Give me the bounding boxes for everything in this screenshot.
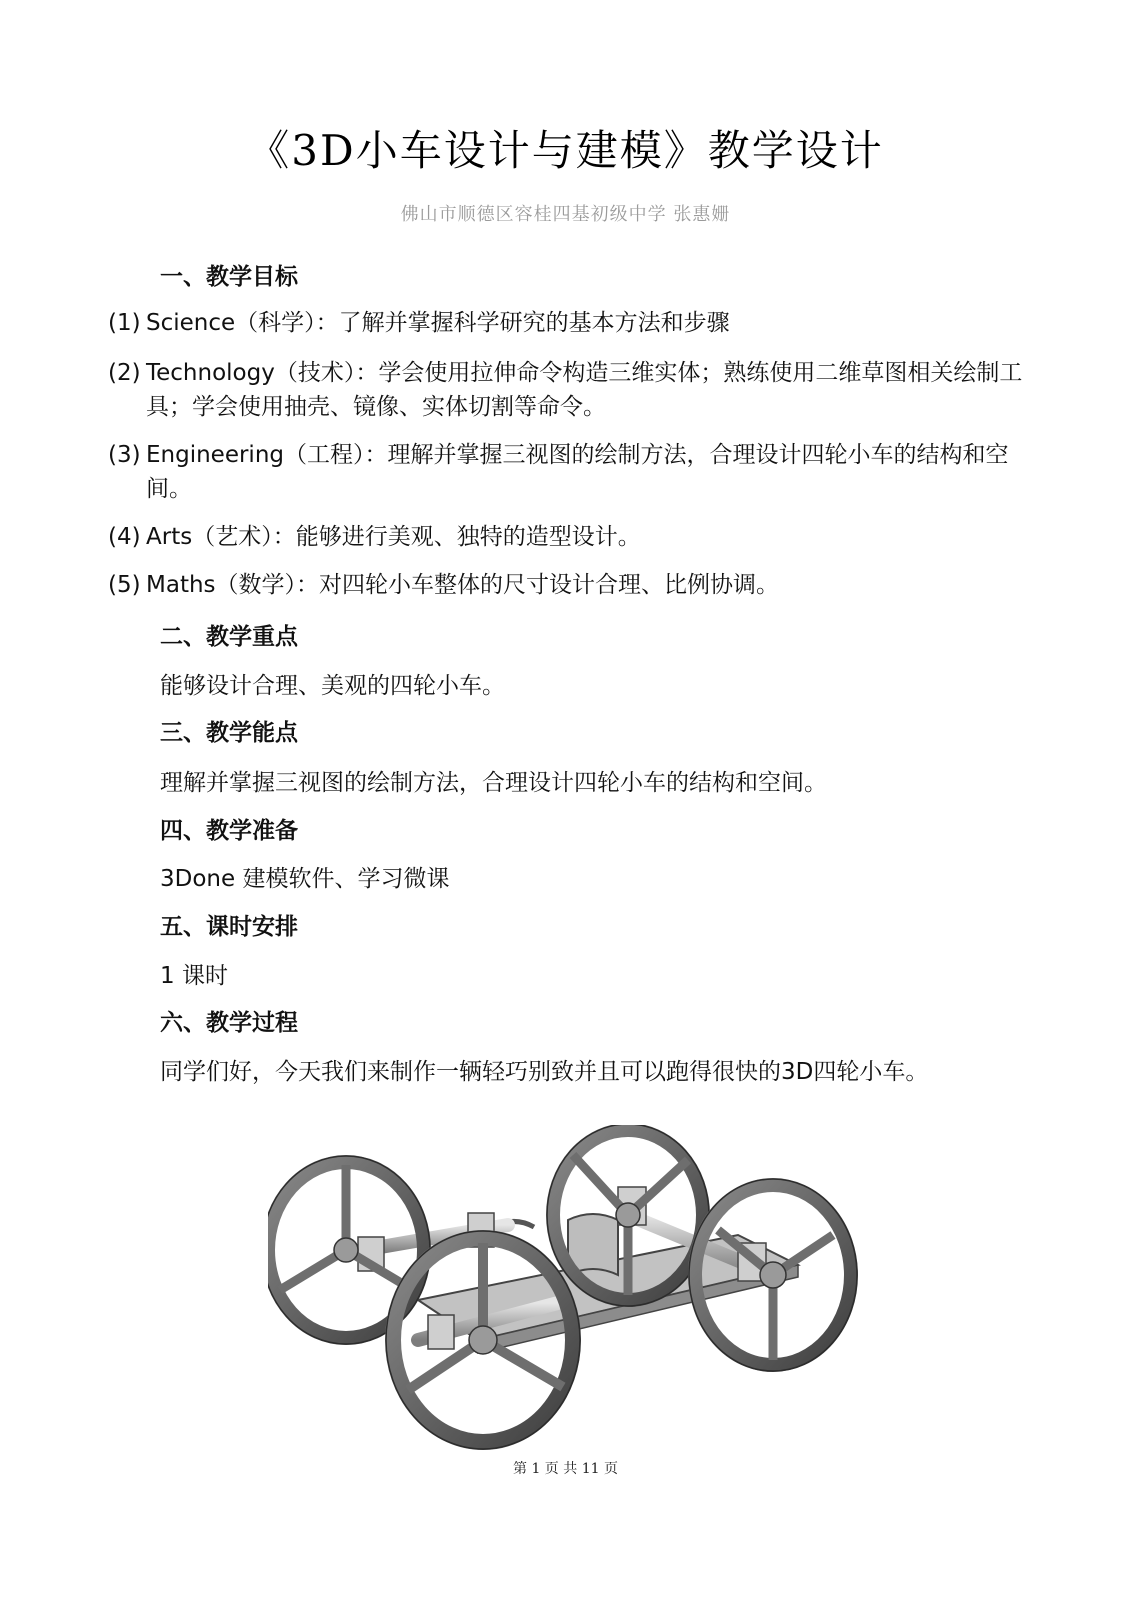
document-title: 《3D小车设计与建模》教学设计: [247, 126, 884, 175]
section-heading-goals: 一、教学目标: [160, 264, 298, 290]
page-footer: 第 1 页 共 11 页: [513, 1461, 618, 1477]
wheel: [547, 1125, 709, 1306]
section-text-ability: 理解并掌握三视图的绘制方法，合理设计四轮小车的结构和空间。: [160, 770, 827, 796]
section-heading-schedule: 五、课时安排: [160, 914, 298, 940]
goal-number: (4): [108, 524, 141, 550]
goal-item: [108, 356, 1028, 424]
goal-number: (3): [108, 442, 141, 468]
section-text-process: 同学们好，今天我们来制作一辆轻巧别致并且可以跑得很快的3D四轮小车。: [160, 1059, 929, 1085]
car-model-figure: [268, 1125, 868, 1455]
section-heading-process: 六、教学过程: [160, 1010, 298, 1036]
goal-text: Technology（技术）：学会使用拉伸命令构造三维实体；熟练使用二维草图相关绘制工具；学会使用抽壳、镜像、实体切割等命令。: [146, 360, 1023, 420]
section-text-focus: 能够设计合理、美观的四轮小车。: [160, 673, 505, 699]
section-text-preparation: 3Done 建模软件、学习微课: [160, 866, 450, 892]
section-heading-ability: 三、教学能点: [160, 720, 298, 746]
wheel: [268, 1156, 430, 1344]
goal-item: [108, 520, 1028, 554]
goal-number: (2): [108, 360, 141, 386]
goal-item: [108, 568, 1028, 602]
author-line: 佛山市顺德区容桂四基初级中学 张惠姗: [400, 204, 731, 225]
goal-text: Maths（数学）：对四轮小车整体的尺寸设计合理、比例协调。: [146, 572, 780, 598]
section-text-schedule: 1 课时: [160, 963, 228, 989]
goal-text: Engineering（工程）：理解并掌握三视图的绘制方法，合理设计四轮小车的结构和空间。: [146, 442, 1009, 502]
section-heading-preparation: 四、教学准备: [160, 818, 298, 844]
goal-number: (1): [108, 310, 141, 336]
goal-text: Arts（艺术）：能够进行美观、独特的造型设计。: [146, 524, 641, 550]
goal-item: [108, 438, 1028, 506]
section-heading-focus: 二、教学重点: [160, 624, 298, 650]
goal-number: (5): [108, 572, 141, 598]
goal-text: Science（科学）：了解并掌握科学研究的基本方法和步骤: [146, 310, 730, 336]
goal-item: [108, 306, 1028, 340]
